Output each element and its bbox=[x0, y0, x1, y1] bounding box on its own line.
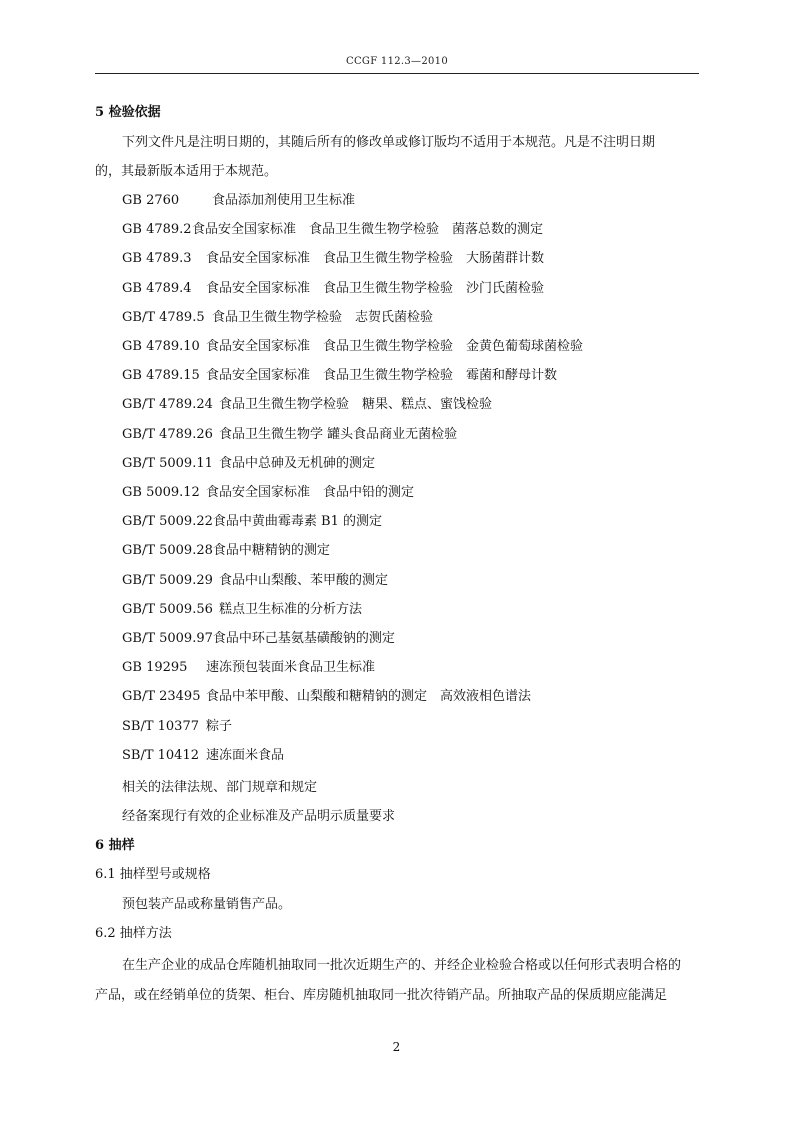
reference-code: GB/T 4789.26 bbox=[122, 427, 213, 442]
section-5-intro-line1: 下列文件凡是注明日期的，其随后所有的修改单或修订版均不适用于本规范。凡是不注明日期 bbox=[122, 135, 656, 150]
reference-code: GB 4789.2 bbox=[122, 222, 192, 237]
reference-item bbox=[122, 193, 355, 209]
running-header: CCGF 112.3—2010 bbox=[346, 56, 448, 67]
reference-title: 食品安全国家标准 食品卫生微生物学检验 大肠菌群计数 bbox=[206, 251, 545, 266]
reference-item bbox=[122, 368, 557, 384]
reference-title: 食品中总砷及无机砷的测定 bbox=[219, 456, 376, 471]
reference-title: 糕点卫生标准的分析方法 bbox=[219, 602, 363, 617]
reference-title: 食品中苯甲酸、山梨酸和糖精钠的测定 高效液相色谱法 bbox=[206, 689, 532, 704]
reference-code: GB/T 5009.11 bbox=[122, 456, 213, 471]
reference-code: GB 2760 bbox=[122, 193, 180, 208]
reference-code: GB/T 5009.28 bbox=[122, 543, 213, 558]
reference-item bbox=[122, 427, 457, 443]
reference-code: GB 4789.10 bbox=[122, 339, 200, 354]
reference-code: GB/T 5009.97 bbox=[122, 631, 213, 646]
reference-code: GB 4789.4 bbox=[122, 281, 192, 296]
page-number: 2 bbox=[392, 1040, 401, 1054]
reference-item bbox=[122, 485, 414, 501]
reference-enterprise-standards: 经备案现行有效的企业标准及产品明示质量要求 bbox=[122, 809, 396, 824]
reference-item bbox=[122, 514, 382, 530]
reference-item bbox=[122, 543, 330, 559]
header-rule bbox=[95, 73, 699, 74]
reference-item bbox=[122, 281, 544, 297]
reference-title: 食品中黄曲霉毒素 B1 的测定 bbox=[212, 514, 382, 529]
section-6-2-line1: 在生产企业的成品仓库随机抽取同一批次近期生产的、并经企业检验合格或以任何形式表明合格的 bbox=[122, 958, 682, 973]
reference-code: GB/T 5009.22 bbox=[122, 514, 213, 529]
reference-item bbox=[122, 631, 395, 647]
reference-code: SB/T 10412 bbox=[122, 748, 199, 763]
reference-title: 食品卫生微生物学检验 糖果、糕点、蜜饯检验 bbox=[219, 397, 493, 412]
reference-code: GB/T 4789.24 bbox=[122, 397, 213, 412]
reference-laws: 相关的法律法规、部门规章和规定 bbox=[122, 780, 318, 795]
reference-title: 食品中环己基氨基磺酸钠的测定 bbox=[212, 631, 395, 646]
reference-code: GB/T 23495 bbox=[122, 689, 201, 704]
reference-item bbox=[122, 689, 531, 705]
reference-title: 食品卫生微生物学检验 志贺氏菌检验 bbox=[212, 310, 434, 325]
section-6-heading: 6 抽样 bbox=[95, 838, 135, 853]
reference-item bbox=[122, 251, 544, 267]
reference-title: 食品安全国家标准 食品卫生微生物学检验 金黄色葡萄球菌检验 bbox=[206, 339, 584, 354]
reference-title: 食品安全国家标准 食品中铅的测定 bbox=[206, 485, 415, 500]
reference-item bbox=[122, 310, 433, 326]
section-6-1-text: 预包装产品或称量销售产品。 bbox=[122, 897, 292, 912]
reference-code: GB 4789.15 bbox=[122, 368, 200, 383]
reference-item bbox=[122, 748, 284, 764]
reference-title: 食品添加剂使用卫生标准 bbox=[212, 193, 356, 208]
reference-item bbox=[122, 719, 232, 735]
reference-title: 速冻面米食品 bbox=[206, 748, 285, 763]
reference-item bbox=[122, 660, 375, 676]
section-6-2-heading: 6.2 抽样方法 bbox=[95, 926, 172, 941]
reference-title: 食品安全国家标准 食品卫生微生物学检验 菌落总数的测定 bbox=[192, 222, 544, 237]
reference-code: GB 19295 bbox=[122, 660, 188, 675]
reference-item bbox=[122, 397, 492, 413]
reference-title: 速冻预包装面米食品卫生标准 bbox=[206, 660, 376, 675]
section-6-2-line2: 产品，或在经销单位的货架、柜台、库房随机抽取同一批次待销产品。所抽取产品的保质期应能满足 bbox=[95, 988, 668, 1003]
reference-item bbox=[122, 602, 362, 618]
reference-title: 食品安全国家标准 食品卫生微生物学检验 霉菌和酵母计数 bbox=[206, 368, 558, 383]
reference-code: GB/T 5009.29 bbox=[122, 573, 213, 588]
reference-title: 食品中山梨酸、苯甲酸的测定 bbox=[219, 573, 389, 588]
reference-title: 食品卫生微生物学 罐头食品商业无菌检验 bbox=[219, 427, 458, 442]
reference-item bbox=[122, 573, 388, 589]
reference-item bbox=[122, 456, 375, 472]
section-5-intro-line2: 的，其最新版本适用于本规范。 bbox=[95, 164, 278, 179]
reference-code: GB 5009.12 bbox=[122, 485, 200, 500]
reference-item bbox=[122, 222, 543, 238]
reference-code: SB/T 10377 bbox=[122, 719, 199, 734]
reference-item bbox=[122, 339, 583, 355]
reference-title: 粽子 bbox=[206, 719, 233, 734]
section-5-heading: 5 检验依据 bbox=[95, 105, 161, 120]
reference-title: 食品中糖精钠的测定 bbox=[212, 543, 330, 558]
reference-code: GB/T 4789.5 bbox=[122, 310, 205, 325]
reference-title: 食品安全国家标准 食品卫生微生物学检验 沙门氏菌检验 bbox=[206, 281, 545, 296]
reference-code: GB/T 5009.56 bbox=[122, 602, 213, 617]
reference-code: GB 4789.3 bbox=[122, 251, 192, 266]
section-6-1-heading: 6.1 抽样型号或规格 bbox=[95, 867, 211, 882]
